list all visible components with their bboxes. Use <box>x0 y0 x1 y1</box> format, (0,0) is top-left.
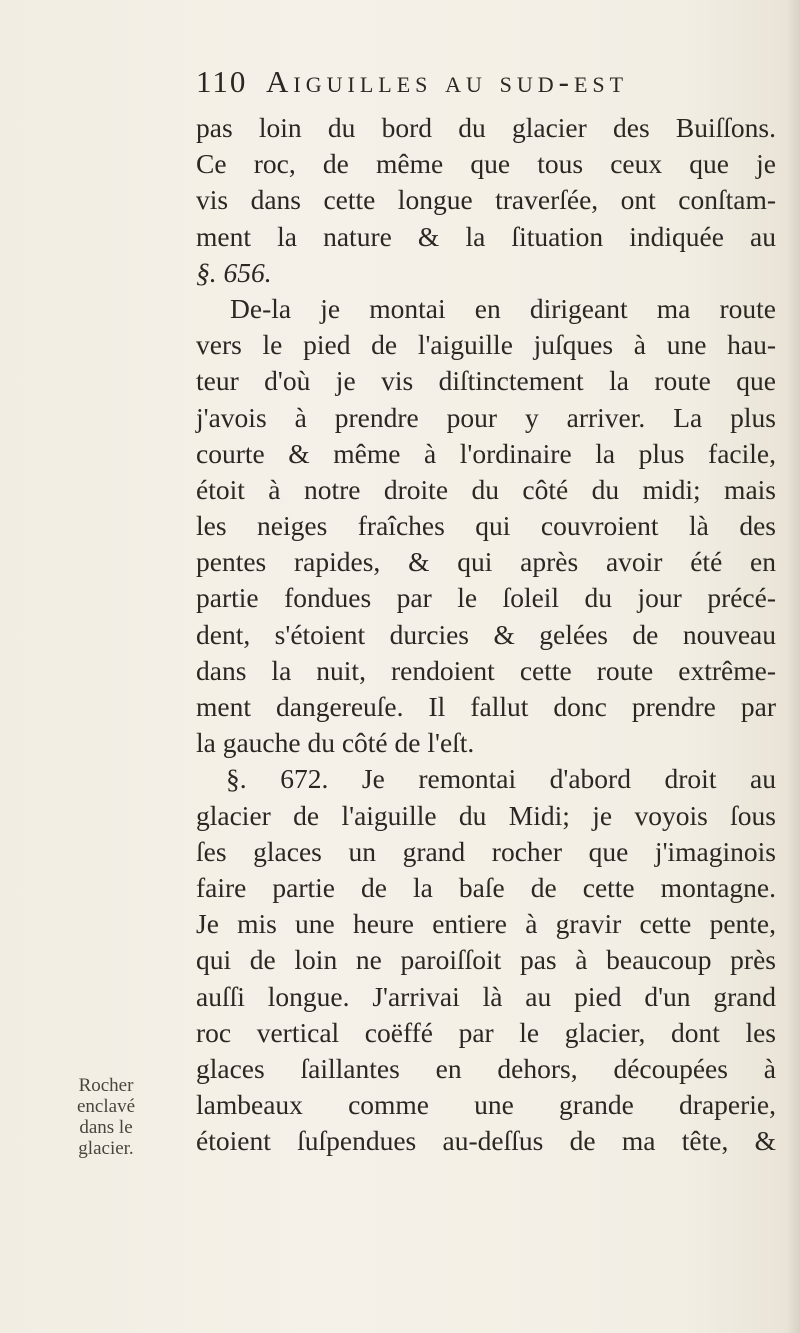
running-title: Aiguilles au sud-est <box>266 64 629 99</box>
text-line: la gauche du côté de l'eſt. <box>196 727 475 759</box>
text-line: §. 672. Je remontai d'abord droit au <box>226 763 776 795</box>
margin-note-line: Rocher <box>78 1075 134 1096</box>
text-line: auſſi longue. J'arrivai là au pied d'un grand <box>196 980 776 1012</box>
text-line: qui de loin ne paroiſſoit pas à beaucoup près <box>196 944 776 976</box>
text-line: vers le pied de l'aiguille juſques à une hau- <box>196 329 776 361</box>
text-line: partie fondues par le ſoleil du jour précé- <box>196 582 776 614</box>
text-line: ment la nature & la ſituation indiquée au <box>196 220 776 252</box>
text-line: faire partie de la baſe de cette montagne. <box>196 871 776 903</box>
text-line: dent, s'étoient durcies & gelées de nouveau <box>196 618 776 650</box>
text-line: glacier de l'aiguille du Midi; je voyois ſous <box>196 799 776 831</box>
body-text <box>196 110 776 1159</box>
page-edge-shadow <box>786 0 800 1333</box>
page-number: 110 <box>196 64 248 99</box>
text-line: Ce roc, de même que tous ceux que je <box>196 148 776 180</box>
text-line: roc vertical coëffé par le glacier, dont les <box>196 1016 776 1048</box>
margin-note <box>36 1075 176 1159</box>
text-line: ſes glaces un grand rocher que j'imaginois <box>196 835 776 867</box>
text-line: Je mis une heure entiere à gravir cette pente, <box>196 908 776 940</box>
text-line: j'avois à prendre pour y arriver. La plus <box>196 401 776 433</box>
page-header <box>196 64 796 104</box>
text-line: ment dangereuſe. Il fallut donc prendre par <box>196 691 776 722</box>
text-line: pentes rapides, & qui après avoir été en <box>196 546 776 578</box>
text-line: vis dans cette longue traverſée, ont conſtam- <box>196 184 776 216</box>
text-line: glaces ſaillantes en dehors, découpées à <box>196 1052 776 1084</box>
text-line: lambeaux comme une grande draperie, <box>196 1089 776 1121</box>
text-line: les neiges fraîches qui couvroient là des <box>196 510 776 542</box>
text-line: dans la nuit, rendoient cette route extrême- <box>196 654 776 686</box>
text-line: étoient ſuſpendues au-deſſus de ma tête, & <box>196 1125 776 1157</box>
text-line: pas loin du bord du glacier des Buiſſons. <box>196 112 776 143</box>
text-line: De-la je montai en dirigeant ma route <box>230 292 776 324</box>
text-line: courte & même à l'ordinaire la plus facile, <box>196 437 776 469</box>
text-line: étoit à notre droite du côté du midi; mais <box>196 473 776 505</box>
text-line: teur d'où je vis diſtinctement la route que <box>196 365 776 397</box>
margin-note-line: dans le <box>79 1117 133 1138</box>
text-line: §. 656. <box>196 256 272 288</box>
margin-note-line: glacier. <box>78 1138 134 1159</box>
margin-note-line: enclavé <box>76 1096 135 1117</box>
